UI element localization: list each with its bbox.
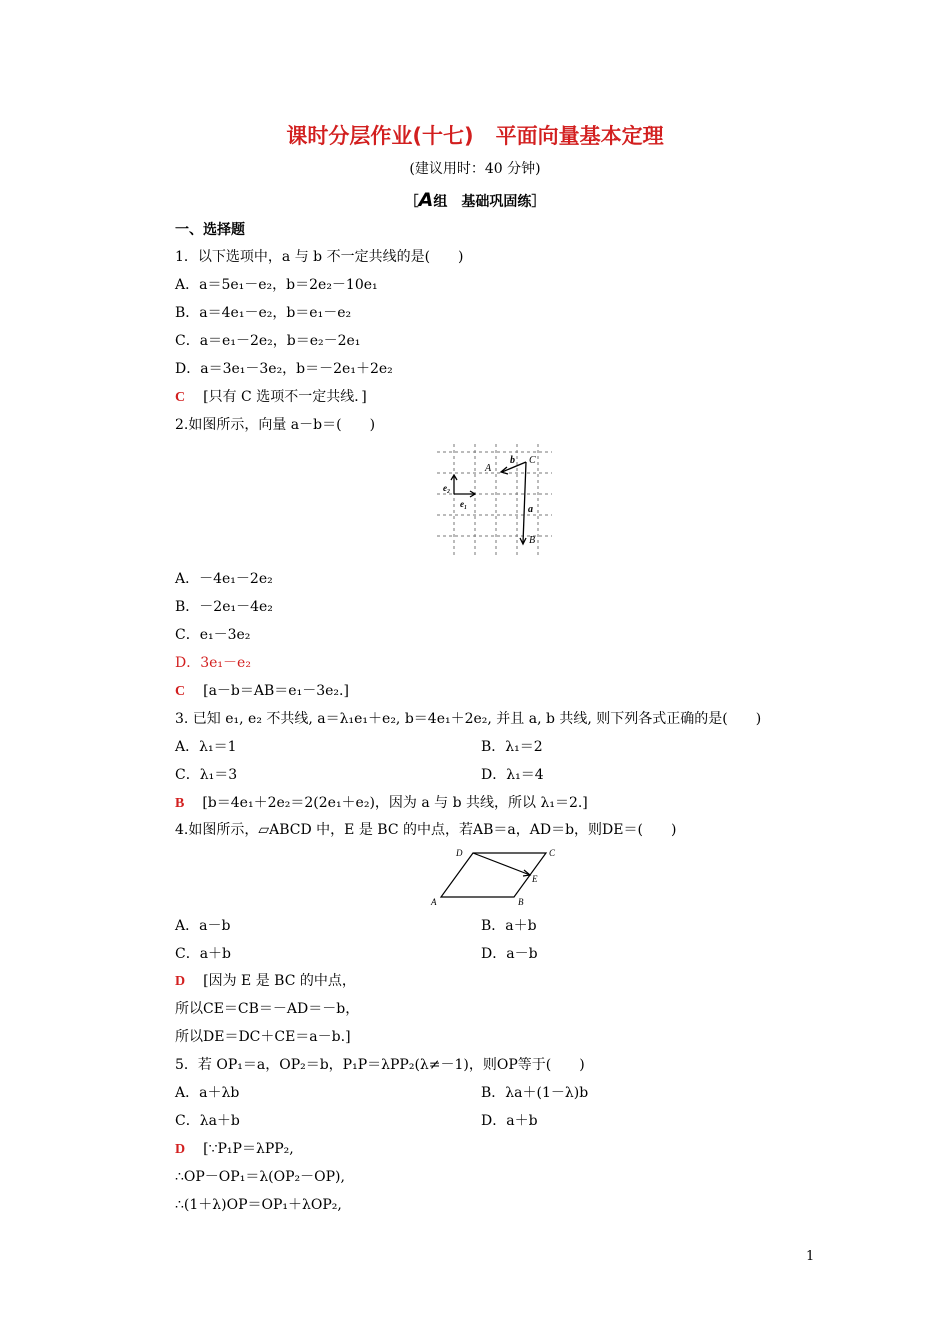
question-3: 3. 已知 e₁, e₂ 不共线, a＝λ₁e₁＋e₂, b＝4e₁＋2e₂, 并且 a, b 共线, 则下列各式正确的是( ): [175, 711, 762, 727]
option-2d: D．3e₁－e₂: [175, 655, 251, 671]
option-4b: B．a＋b: [481, 918, 537, 934]
option-5c: C．λa＋b: [175, 1113, 240, 1129]
question-1: 1．以下选项中，a 与 b 不一定共线的是( ): [175, 249, 464, 265]
label-c: C: [549, 848, 556, 858]
label-e1: e₁: [460, 499, 468, 509]
grid-vector-figure: [437, 444, 552, 556]
page-number: 1: [806, 1249, 815, 1264]
label-b-point: B: [529, 535, 536, 546]
suggested-time: (建议用时：40 分钟): [409, 161, 541, 177]
label-b: B: [518, 897, 524, 907]
question-2: 2.如图所示，向量 a－b＝( ): [175, 417, 376, 433]
answer-4: D [因为 E 是 BC 的中点，: [175, 973, 356, 989]
answer-5: D [∵P₁P＝λPP₂,: [175, 1141, 294, 1157]
option-3d: D．λ₁＝4: [481, 767, 544, 783]
option-5a: A．a＋λb: [175, 1085, 240, 1101]
answer-4-line-2: 所以CE＝CB＝－AD＝－b，: [175, 1001, 360, 1017]
label-c-point: C: [529, 455, 536, 466]
question-4: 4.如图所示，▱ABCD 中，E 是 BC 的中点，若AB＝a，AD＝b，则DE＝( ): [175, 822, 677, 838]
label-b-vector: b: [510, 455, 515, 466]
answer-5-line-3: ∴(1＋λ)OP＝OP₁＋λOP₂,: [175, 1197, 342, 1213]
page-title: 课时分层作业(十七) 平面向量基本定理: [286, 124, 664, 148]
option-3b: B．λ₁＝2: [481, 739, 543, 755]
answer-1: C [只有 C 选项不一定共线．]: [175, 389, 367, 405]
group-a-glyph: A: [418, 189, 434, 211]
label-e2: e₂: [443, 483, 451, 493]
option-2c: C．e₁－3e₂: [175, 627, 251, 643]
label-a-vector: a: [528, 504, 533, 515]
label-a: A: [431, 897, 437, 907]
option-5b: B．λa＋(1－λ)b: [481, 1085, 589, 1101]
option-3c: C．λ₁＝3: [175, 767, 238, 783]
label-a-point: A: [485, 463, 492, 474]
group-heading: ［A组 基础巩固练］: [404, 189, 546, 211]
option-5d: D．a＋b: [481, 1113, 538, 1129]
answer-2: C [a－b＝AB＝e₁－3e₂.]: [175, 683, 349, 699]
option-1d: D．a＝3e₁－3e₂，b＝－2e₁＋2e₂: [175, 361, 393, 377]
parallelogram-figure: [428, 843, 563, 908]
option-4d: D．a－b: [481, 946, 538, 962]
label-d: D: [456, 848, 463, 858]
option-4a: A．a－b: [175, 918, 231, 934]
answer-3: B [b＝4e₁＋2e₂＝2(2e₁＋e₂)，因为 a 与 b 共线，所以 λ₁＝2.]: [175, 795, 588, 811]
option-2a: A．－4e₁－2e₂: [175, 571, 273, 587]
option-1b: B．a＝4e₁－e₂，b＝e₁－e₂: [175, 305, 352, 321]
question-5: 5．若 OP₁＝a，OP₂＝b，P₁P＝λPP₂(λ≠－1)，则OP等于( ): [175, 1057, 585, 1073]
option-1c: C．a＝e₁－2e₂，b＝e₂－2e₁: [175, 333, 361, 349]
answer-4-line-3: 所以DE＝DC＋CE＝a－b.]: [175, 1029, 351, 1045]
option-2b: B．－2e₁－4e₂: [175, 599, 273, 615]
option-1a: A．a＝5e₁－e₂，b＝2e₂－10e₁: [175, 277, 378, 293]
section-heading: 一、选择题: [175, 222, 245, 238]
option-4c: C．a＋b: [175, 946, 232, 962]
answer-5-line-2: ∴OP－OP₁＝λ(OP₂－OP),: [175, 1169, 345, 1185]
label-e: E: [532, 874, 538, 884]
option-3a: A．λ₁＝1: [175, 739, 237, 755]
